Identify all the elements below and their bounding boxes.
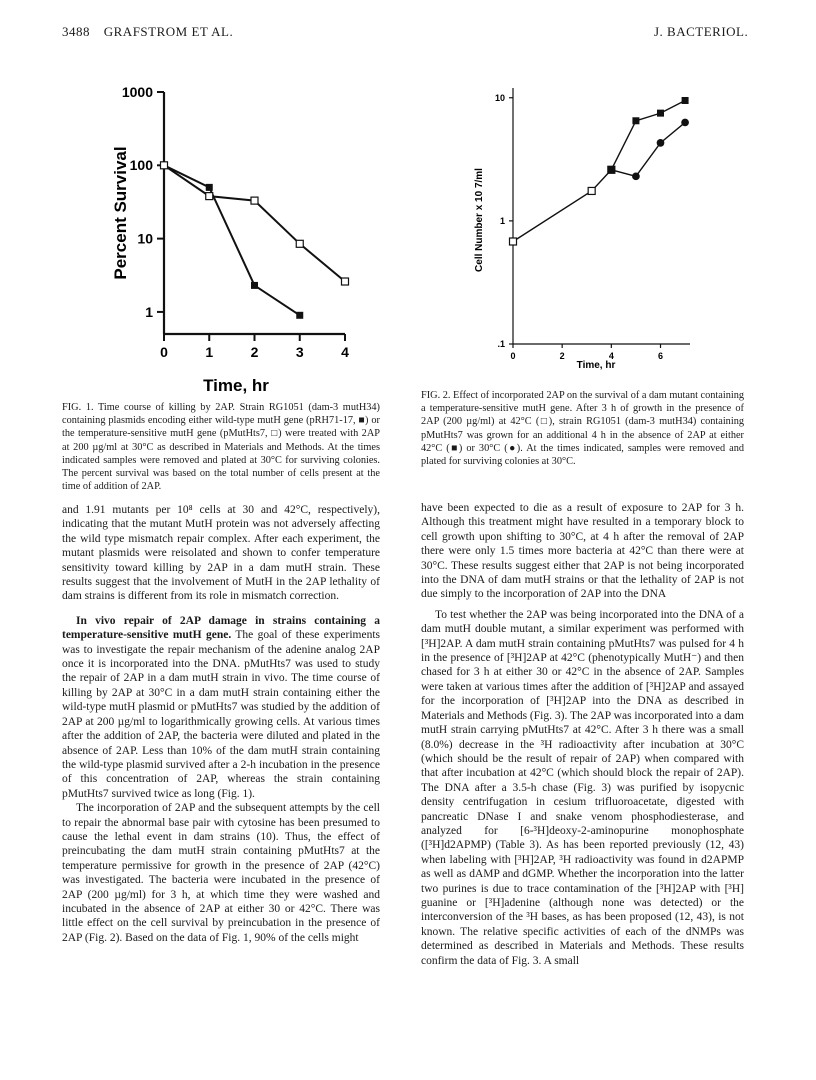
y-tick-label: 10 (137, 230, 153, 247)
right-column (421, 501, 744, 968)
journal-name: J. BACTERIOL. (654, 24, 749, 39)
page-number: 3488 (62, 24, 90, 39)
paragraph: The incorporation of 2AP and the subsequent attempts by the cell to repair the abnormal base pair with cytosine has been presumed to cause the lethal event in dam strains (10). Thus, the effect of preincubating the dam mutH strain containing pMutHts7 at the temperature permissive for growth in the presence of 2AP (42°C) was investigated. The bacteria were incubated in the presence of 2AP (200 µg/ml) for 3 h, at which time they were washed and incubated in the absence of 2AP at either 30 or 42°C. There was little effect on the cell survival by preincubation in the presence of 2AP (Fig. 2). Based on the data of Fig. 1, 90% of the cells might (62, 802, 380, 944)
data-point (607, 166, 615, 174)
x-tick-label: 0 (160, 344, 168, 360)
data-point (588, 187, 595, 194)
series-line (513, 170, 611, 242)
x-tick-label: 4 (341, 344, 349, 360)
fig1-x-label: Time, hr (203, 376, 269, 395)
data-point (251, 197, 258, 204)
x-tick-label: 0 (510, 351, 516, 361)
data-point (657, 110, 664, 117)
data-point (632, 172, 640, 180)
section-paragraph (62, 614, 380, 801)
series-line (611, 122, 685, 176)
paragraph-text: The goal of these experiments was to investigate the repair mechanism of the adenine analog 2AP once it is incorporated into the DNA. pMutHts7 was used to study the repair of 2AP in a dam mutH strain in vivo. The time course of killing by 2AP at 30°C in a dam mutH strain containing either the wild-type mutH plasmid or pMutHts7 was studied by the addition of 2AP at 200 µg/ml to logarithmically growing cells. At various times after the addition of 2AP, the bacteria were diluted and plated in the absence of 2AP. Less than 10% of the dam mutH strain containing the wild-type plasmid survived after a 2-h incubation in the presence of this concentration of 2AP, whereas the strain containing pMutHts7 survived twice as long (Fig. 1). (62, 629, 380, 800)
y-tick-label: 1000 (121, 83, 153, 100)
x-tick-label: 1 (205, 344, 214, 360)
series-line (164, 165, 300, 315)
x-tick-label: 3 (295, 344, 304, 360)
data-point (251, 282, 258, 289)
data-point (681, 119, 689, 127)
data-point (206, 184, 213, 191)
section-heading: In vivo repair of 2AP damage in strains containing a temperature-sensitive mutH gene. (62, 614, 380, 642)
paragraph: have been expected to die as a result of exposure to 2AP for 3 h. Although this treatment might have resulted in a temporary block to cell growth upon shifting to 30°C, at 4 h after the removal of 2AP there were only 1.5 times more bacteria at 42°C than there were at 30°C. These results suggest either that 2AP is not being incorporated into the DNA of dam mutH strains or that the lethality of 2AP is not due simply to the incorporation of 2AP into the DNA (421, 502, 744, 601)
y-tick-label: .1 (497, 339, 505, 350)
x-tick-label: 6 (657, 351, 664, 361)
paragraph: and 1.91 mutants per 10⁸ cells at 30 and 42°C, respectively), indicating that the mutant MutH protein was not adversely affecting the wild type mismatch repair complex. After each experiment, the mutant plasmids were reisolated and shown to confer temperature sensitivity toward killing by 2AP in a dam mutH strain. These results suggest that the involvement of MutH in the 2AP lethality of dam strains is different from its role in mismatch correction. (62, 504, 380, 603)
x-tick-label: 2 (559, 351, 565, 361)
data-point (510, 238, 517, 245)
fig1-y-label: Percent Survival (111, 146, 130, 280)
data-point (161, 162, 168, 169)
data-point (296, 240, 303, 247)
series-line (164, 165, 345, 281)
data-point (657, 139, 665, 147)
authors: GRAFSTROM ET AL. (103, 24, 234, 39)
fig2-y-label: Cell Number x 10 7/ml (474, 168, 485, 272)
data-point (682, 97, 689, 104)
y-tick-label: 1 (499, 216, 505, 227)
x-tick-label: 2 (250, 344, 259, 360)
y-tick-label: 100 (129, 157, 153, 174)
data-point (296, 312, 303, 319)
data-point (206, 193, 213, 200)
paragraph: To test whether the 2AP was being incorporated into the DNA of a dam mutH double mutant, a similar experiment was performed with [³H]2AP. A dam mutH strain containing pMutHts7 was pulsed for 4 h in the presence of [³H]2AP at 42°C (phenotypically MutH⁻) and then chased for 3 h at either 30 or 42°C in the absence of 2AP. Samples were taken at various times after the addition of [³H]2AP and assayed for the incorporation of [³H]2AP into the DNA as described in Materials and Methods (Fig. 3). The 2AP was incorporated into a dam mutH strain carrying pMutHts7 at 42°C. After 3 h there was a small (8.0%) decrease in the ³H radioactivity after incubation at 30°C (which should be the result of repair of 2AP) when compared with that after incubation at 42°C (which should block the repair of 2AP). The DNA after a 3.5-h chase (Fig. 3) was purified by isopycnic density centrifugation in cesium trifluoroacetate, digested with pancreatic DNase I and snake venom phosphodiesterase, and analyzed for [6-³H]deoxy-2-aminopurine monophosphate ([³H]d2APMP) (Table 3). As has been reported previously (12, 43) when labeling with [³H]2AP, ³H radioactivity was found in d2APMP as well as dAMP and dGMP. Whether the incorporation into the latter two purines is due to trace contamination of the [³H]2AP with [³H] guanine or [³H]adenine (although none was detected) or the interconversion of the ³H bases, as has been proposed (12, 43), is not known. The relative specific activities of each of the dNMPs was determined as described in Materials and Methods. These results confirm the data of Fig. 3. A small (421, 608, 744, 967)
fig2-x-label: Time, hr (576, 360, 616, 371)
y-tick-label: 1 (145, 303, 153, 320)
running-header-left (62, 24, 243, 40)
left-column (62, 503, 380, 945)
figure-1-caption: FIG. 1. Time course of killing by 2AP. Strain RG1051 (dam-3 mutH34) containing plasmids encoding either wild-type mutH gene (pRH71-17, ■) or the temperature-sensitive mutH gene (pMutHts7, □) were treated with 2AP at 200 µg/ml at 30°C as described in Materials and Methods. At the times indicated samples were removed and plated at 30°C for surviving colonies. The percent survival was based on the total number of cells present at the time of addition of 2AP. (62, 402, 380, 493)
data-point (632, 117, 639, 124)
figure-2-caption: FIG. 2. Effect of incorporated 2AP on the survival of a dam mutant containing a temperature-sensitive mutH gene. After 3 h of growth in the presence of 2AP (200 µg/ml) at 42°C (□), strain RG1051 (dam-3 mutH34) containing pMutHts7 was grown for an additional 4 h in the absence of 2AP at either 42°C (■) or 30°C (●). At the times indicated, samples were removed and plated for surviving colonies at 30°C. (421, 390, 744, 468)
data-point (342, 278, 349, 285)
y-tick-label: 10 (494, 92, 505, 103)
x-tick-label: 4 (608, 351, 614, 361)
